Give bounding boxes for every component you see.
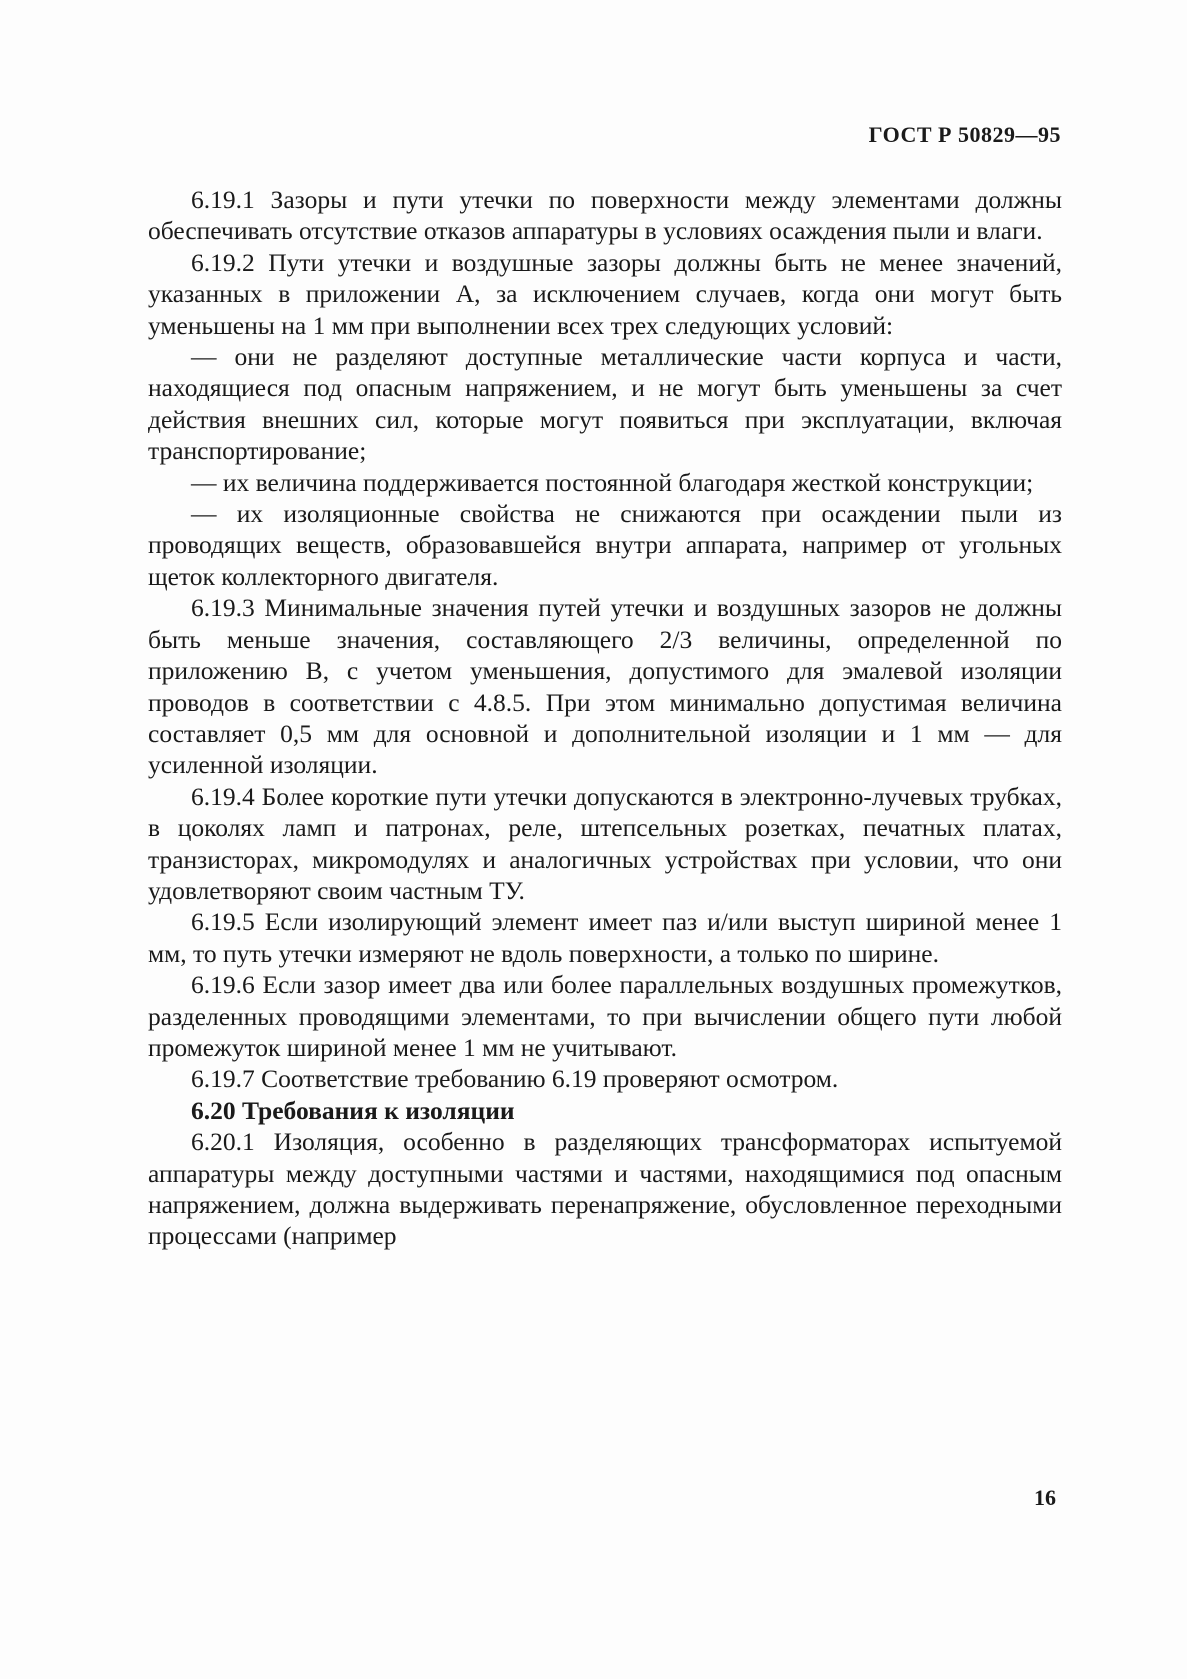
section-heading-6-20: 6.20 Требования к изоляции bbox=[191, 1095, 515, 1125]
paragraph-6-19-4: 6.19.4 Более короткие пути утечки допускаются в электронно-лучевых трубках, в цоколях ламп и патронах, реле, штепсельных розетках, печатных платах, транзисторах, микромодулях и аналогичных устройствах при условии, что они удовлетворяют своим частным ТУ. bbox=[148, 781, 1062, 905]
paragraph-6-19-1: 6.19.1 Зазоры и пути утечки по поверхности между элементами должны обеспечивать отсутствие отказов аппаратуры в условиях осаждения пыли и влаги. bbox=[148, 185, 1062, 246]
page-number: 16 bbox=[1034, 1485, 1056, 1510]
paragraph-6-19-5: 6.19.5 Если изолирующий элемент имеет паз и/или выступ шириной менее 1 мм, то путь утечки измеряют не вдоль поверхности, а только по ширине. bbox=[148, 907, 1062, 968]
paragraph-6-19-7: 6.19.7 Соответствие требованию 6.19 проверяют осмотром. bbox=[191, 1064, 839, 1094]
paragraph-6-20-1: 6.20.1 Изоляция, особенно в разделяющих трансформаторах испытуемой аппаратуры между доступными частями и частями, находящимися под опасным напряжением, должна выдерживать перенапряжение, обусловленное переходными процессами (например bbox=[148, 1127, 1062, 1251]
document-body bbox=[148, 184, 1062, 1252]
list-item-condition-2: — их величина поддерживается постоянной благодаря жесткой конструкции; bbox=[191, 467, 1034, 497]
paragraph-6-19-3: 6.19.3 Минимальные значения путей утечки и воздушных зазоров не должны быть меньше значения, составляющего 2/3 величины, определенной по приложению В, с учетом уменьшения, допустимого для эмалевой изоляции проводов в соответствии с 4.8.5. При этом минимально допустимая величина составляет 0,5 мм для основной и дополнительной изоляции и 1 мм — для усиленной изоляции. bbox=[148, 593, 1062, 780]
list-item-condition-3: — их изоляционные свойства не снижаются при осаждении пыли из проводящих веществ, образовавшейся внутри аппарата, например от угольных щеток коллекторного двигателя. bbox=[148, 499, 1062, 591]
paragraph-6-19-6: 6.19.6 Если зазор имеет два или более параллельных воздушных промежутков, разделенных проводящими элементами, то при вычислении общего пути любой промежуток шириной менее 1 мм не учитывают. bbox=[148, 970, 1062, 1062]
document-code-header: ГОСТ Р 50829—95 bbox=[868, 122, 1061, 147]
paragraph-6-19-2: 6.19.2 Пути утечки и воздушные зазоры должны быть не менее значений, указанных в приложении А, за исключением случаев, когда они могут быть уменьшены на 1 мм при выполнении всех трех следующих условий: bbox=[148, 247, 1062, 340]
list-item-condition-1: — они не разделяют доступные металлические части корпуса и части, находящиеся под опасным напряжением, и не могут быть уменьшены за счет действия внешних сил, которые могут появиться при эксплуатации, включая транспортирование; bbox=[148, 342, 1062, 466]
